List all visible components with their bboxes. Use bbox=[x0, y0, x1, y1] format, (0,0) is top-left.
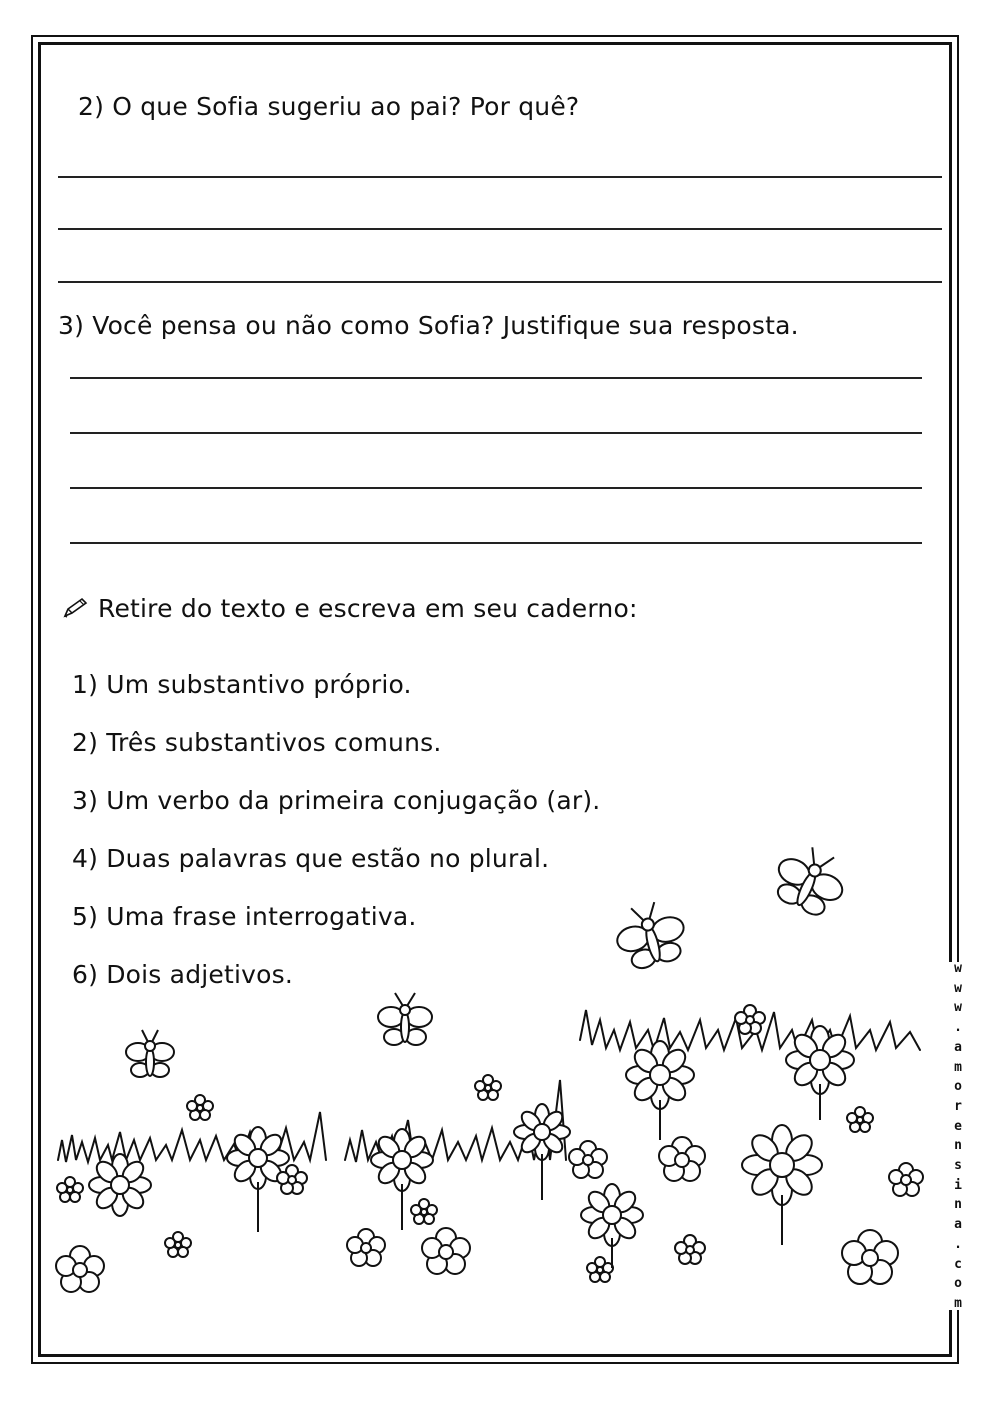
question-2: 2) O que Sofia sugeriu ao pai? Por quê? bbox=[78, 92, 580, 121]
watermark-char: w bbox=[954, 980, 962, 996]
watermark-char: e bbox=[954, 1118, 962, 1134]
list-item: 2) Três substantivos comuns. bbox=[72, 728, 442, 757]
watermark-char: s bbox=[954, 1158, 962, 1174]
instruction-text: Retire do texto e escreva em seu caderno: bbox=[98, 594, 638, 623]
watermark-char: m bbox=[954, 1059, 962, 1075]
watermark-char: c bbox=[954, 1256, 962, 1272]
watermark-char: a bbox=[954, 1217, 962, 1233]
watermark-char: a bbox=[954, 1039, 962, 1055]
watermark-char: w bbox=[954, 961, 962, 976]
watermark-char: n bbox=[954, 1138, 962, 1154]
watermark-char: . bbox=[954, 1020, 962, 1036]
list-item: 4) Duas palavras que estão no plural. bbox=[72, 844, 550, 873]
list-item: 5) Uma frase interrogativa. bbox=[72, 902, 417, 931]
watermark-char: o bbox=[954, 1079, 962, 1095]
watermark-char: n bbox=[954, 1197, 962, 1213]
watermark-vertical bbox=[948, 962, 968, 1310]
watermark-char: r bbox=[954, 1098, 962, 1114]
list-item: 6) Dois adjetivos. bbox=[72, 960, 293, 989]
question-3: 3) Você pensa ou não como Sofia? Justifique sua resposta. bbox=[58, 311, 799, 340]
watermark-char: o bbox=[954, 1276, 962, 1292]
watermark-char: . bbox=[954, 1236, 962, 1252]
watermark-char: w bbox=[954, 1000, 962, 1016]
watermark-char: m bbox=[954, 1295, 962, 1311]
list-item: 3) Um verbo da primeira conjugação (ar). bbox=[72, 786, 601, 815]
watermark-char: i bbox=[954, 1177, 962, 1193]
list-item: 1) Um substantivo próprio. bbox=[72, 670, 412, 699]
